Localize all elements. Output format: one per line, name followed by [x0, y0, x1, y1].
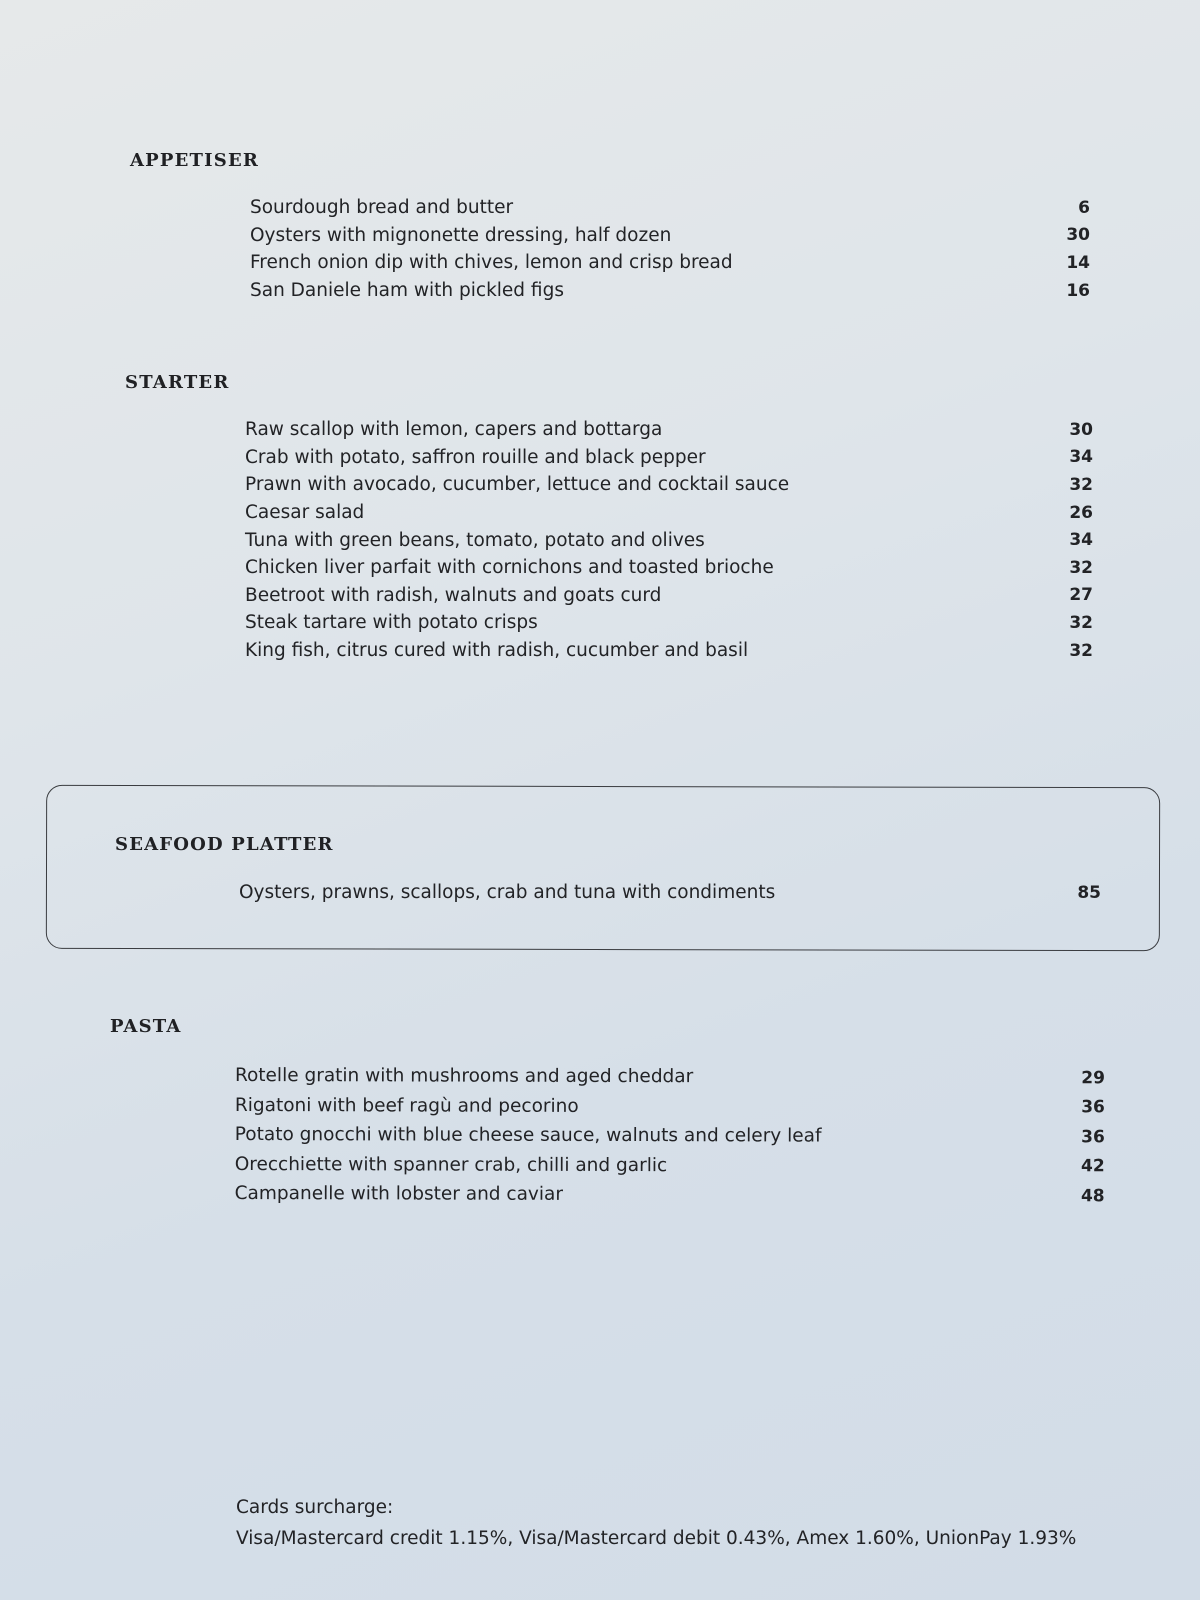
item-name: Prawn with avocado, cucumber, lettuce and cocktail sauce — [245, 474, 790, 496]
menu-item — [235, 1090, 1105, 1122]
menu-item — [239, 879, 1101, 907]
appetiser-list — [250, 194, 1090, 304]
item-name: Caesar salad — [245, 502, 365, 524]
menu-item — [250, 249, 1090, 277]
item-name: Sourdough bread and butter — [250, 197, 514, 219]
starter-list — [245, 416, 1093, 664]
menu-item — [245, 526, 1093, 554]
pasta-heading: PASTA — [110, 1016, 182, 1037]
menu-item — [235, 1149, 1105, 1181]
item-price: 26 — [1069, 502, 1093, 523]
pasta-list — [235, 1061, 1105, 1211]
item-price: 29 — [1081, 1067, 1105, 1089]
item-name: San Daniele ham with pickled figs — [250, 280, 564, 302]
item-name: Steak tartare with potato crisps — [245, 612, 538, 634]
seafood-platter-box — [46, 785, 1160, 951]
item-price: 14 — [1066, 252, 1090, 273]
item-price: 32 — [1069, 557, 1093, 578]
item-price: 36 — [1081, 1097, 1105, 1118]
item-price: 42 — [1081, 1156, 1105, 1177]
item-price: 27 — [1069, 585, 1093, 606]
item-price: 36 — [1081, 1126, 1105, 1148]
menu-item — [250, 277, 1090, 305]
item-name: Crab with potato, saffron rouille and black pepper — [245, 446, 706, 468]
item-name: Beetroot with radish, walnuts and goats curd — [245, 584, 662, 606]
menu-item — [250, 194, 1090, 222]
item-price: 34 — [1069, 530, 1093, 551]
item-name: Rigatoni with beef ragù and pecorino — [234, 1094, 579, 1117]
item-name: Tuna with green beans, tomato, potato and olives — [245, 529, 705, 551]
seafood-platter-list — [239, 879, 1101, 907]
card-surcharge-note — [236, 1492, 1076, 1554]
menu-item — [245, 471, 1093, 499]
appetiser-heading: APPETISER — [130, 150, 260, 171]
item-name: Campanelle with lobster and caviar — [234, 1183, 564, 1206]
menu-item — [245, 609, 1093, 637]
item-price: 32 — [1069, 612, 1093, 633]
item-name: Chicken liver parfait with cornichons and toasted brioche — [245, 557, 774, 579]
surcharge-details: Visa/Mastercard credit 1.15%, Visa/Mastercard debit 0.43%, Amex 1.60%, UnionPay 1.93% — [236, 1528, 1077, 1549]
item-name: King fish, citrus cured with radish, cucumber and basil — [245, 640, 749, 662]
item-name: Rotelle gratin with mushrooms and aged cheddar — [234, 1065, 694, 1088]
item-name: Oysters, prawns, scallops, crab and tuna with condiments — [239, 882, 776, 904]
surcharge-title: Cards surcharge: — [236, 1497, 394, 1518]
menu-item — [245, 582, 1093, 610]
menu-item — [235, 1179, 1105, 1211]
menu-item — [245, 416, 1093, 444]
menu-item — [235, 1061, 1105, 1093]
item-price: 30 — [1066, 225, 1090, 246]
item-price: 30 — [1069, 419, 1093, 440]
menu-item — [245, 444, 1093, 472]
item-name: Potato gnocchi with blue cheese sauce, walnuts and celery leaf — [234, 1124, 822, 1147]
item-price: 32 — [1069, 640, 1093, 661]
item-name: Orecchiette with spanner crab, chilli and garlic — [234, 1153, 668, 1176]
item-name: French onion dip with chives, lemon and crisp bread — [250, 252, 733, 274]
seafood-platter-heading: SEAFOOD PLATTER — [115, 834, 334, 855]
menu-item — [245, 554, 1093, 582]
item-price: 48 — [1080, 1185, 1105, 1207]
item-name: Raw scallop with lemon, capers and bottarga — [245, 419, 663, 441]
item-price: 34 — [1069, 447, 1093, 468]
menu-item — [235, 1120, 1105, 1152]
starter-heading: STARTER — [125, 372, 230, 393]
item-name: Oysters with mignonette dressing, half dozen — [250, 224, 672, 246]
menu-item — [250, 222, 1090, 250]
item-price: 16 — [1066, 280, 1090, 301]
item-price: 6 — [1078, 197, 1090, 218]
menu-item — [245, 499, 1093, 527]
item-price: 32 — [1069, 474, 1093, 495]
menu-item — [245, 637, 1093, 665]
item-price: 85 — [1077, 882, 1101, 903]
